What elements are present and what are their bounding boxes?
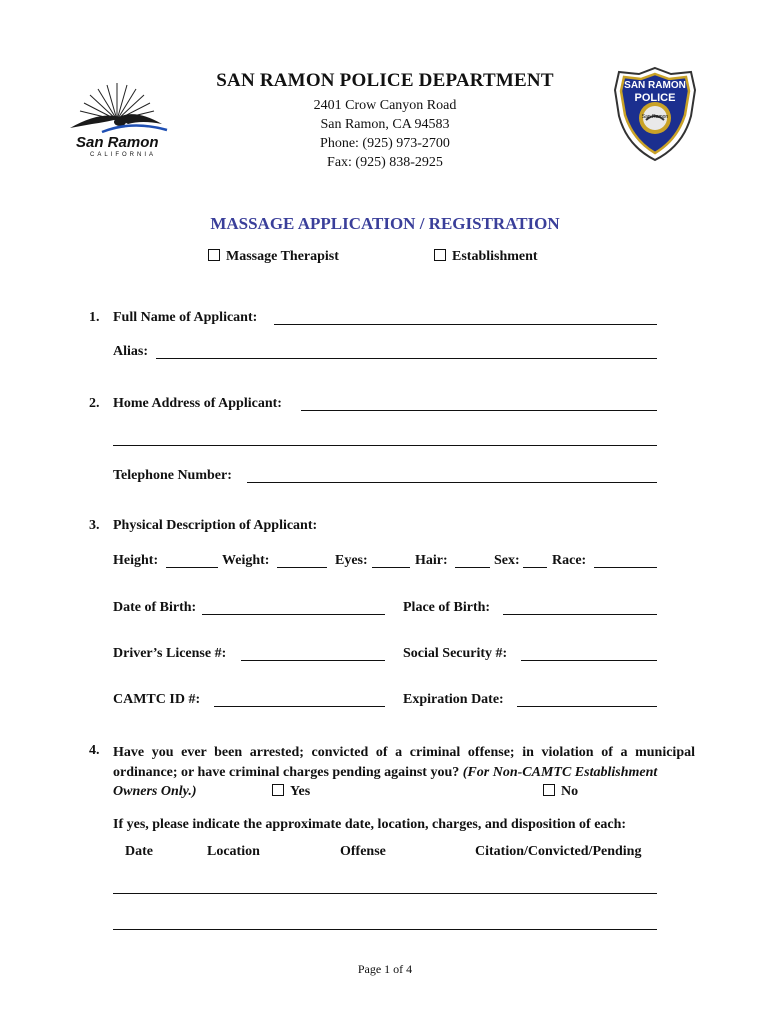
sex-field[interactable] [523, 567, 547, 568]
home-address-field[interactable] [301, 410, 657, 411]
weight-label: Weight: [222, 553, 270, 568]
pob-field[interactable] [503, 614, 657, 615]
q2-number: 2. [89, 396, 100, 411]
eyes-label: Eyes: [335, 553, 368, 568]
full-name-label: Full Name of Applicant: [113, 310, 258, 325]
no-label: No [561, 784, 579, 799]
q4-note: (For Non-CAMTC Establishment [462, 765, 658, 780]
badge-bottom-text: POLICE [634, 92, 676, 104]
hair-field[interactable] [455, 567, 490, 568]
yes-label: Yes [290, 784, 311, 799]
drivers-license-label: Driver’s License #: [113, 646, 227, 661]
phone-line: Phone: (925) 973-2700 [320, 136, 450, 151]
page-number: Page 1 of 4 [357, 962, 413, 976]
alias-field[interactable] [156, 358, 657, 359]
q4-number: 4. [89, 743, 100, 758]
q3-number: 3. [89, 518, 100, 533]
no-checkbox[interactable] [543, 784, 555, 796]
full-name-field[interactable] [274, 324, 657, 325]
q1-number: 1. [89, 310, 100, 325]
dob-field[interactable] [202, 614, 385, 615]
sex-label: Sex: [494, 553, 520, 568]
form-title: MASSAGE APPLICATION / REGISTRATION [210, 214, 560, 233]
q4-instruction: If yes, please indicate the approximate date, location, charges, and disposition of each: [113, 817, 627, 832]
eyes-field[interactable] [372, 567, 410, 568]
q4-question-line-1: Have you ever been arrested; convicted of a criminal offense; in violation of a municipal [113, 745, 695, 760]
col-offense: Offense [340, 844, 386, 859]
q4-option-yes[interactable] [272, 784, 310, 800]
address-line-1: 2401 Crow Canyon Road [313, 98, 457, 113]
option-massage-therapist[interactable] [208, 249, 339, 265]
arrest-entry-line-1[interactable] [113, 893, 657, 894]
hair-label: Hair: [415, 553, 448, 568]
camtc-id-label: CAMTC ID #: [113, 692, 201, 707]
option-establishment[interactable] [434, 249, 538, 265]
logo-state-name: CALIFORNIA [90, 152, 157, 158]
establishment-checkbox[interactable] [434, 249, 446, 261]
q4-question-line-2 [113, 763, 695, 783]
q4-question-text: ordinance; or have criminal charges pending against you? [113, 765, 460, 780]
home-address-field-line-2[interactable] [113, 445, 657, 446]
expiration-date-field[interactable] [517, 706, 657, 707]
race-field[interactable] [594, 567, 657, 568]
ssn-field[interactable] [521, 660, 657, 661]
fax-line: Fax: (925) 838-2925 [327, 155, 443, 170]
camtc-id-field[interactable] [214, 706, 385, 707]
yes-checkbox[interactable] [272, 784, 284, 796]
race-label: Race: [552, 553, 587, 568]
col-location: Location [207, 844, 260, 859]
address-line-2: San Ramon, CA 94583 [320, 117, 450, 132]
badge-top-text: SAN RAMON [624, 80, 686, 91]
q4-note-end: Owners Only.) [113, 784, 197, 799]
drivers-license-field[interactable] [241, 660, 385, 661]
q4-option-no[interactable] [543, 784, 578, 800]
col-date: Date [125, 844, 153, 859]
telephone-field[interactable] [247, 482, 657, 483]
alias-label: Alias: [113, 344, 148, 359]
home-address-label: Home Address of Applicant: [113, 396, 282, 411]
height-field[interactable] [166, 567, 218, 568]
therapist-checkbox[interactable] [208, 249, 220, 261]
therapist-label: Massage Therapist [226, 249, 339, 264]
pob-label: Place of Birth: [403, 600, 491, 615]
col-citation: Citation/Convicted/Pending [475, 844, 642, 859]
weight-field[interactable] [277, 567, 327, 568]
dob-label: Date of Birth: [113, 600, 197, 615]
ssn-label: Social Security #: [403, 646, 508, 661]
physical-description-label: Physical Description of Applicant: [113, 518, 318, 533]
logo-city-name: San Ramon [76, 134, 159, 151]
department-title: SAN RAMON POLICE DEPARTMENT [216, 70, 554, 91]
telephone-label: Telephone Number: [113, 468, 232, 483]
arrest-entry-line-2[interactable] [113, 929, 657, 930]
establishment-label: Establishment [452, 249, 538, 264]
height-label: Height: [113, 553, 159, 568]
expiration-date-label: Expiration Date: [403, 692, 504, 707]
badge-center-text: San Ramon [641, 114, 669, 120]
